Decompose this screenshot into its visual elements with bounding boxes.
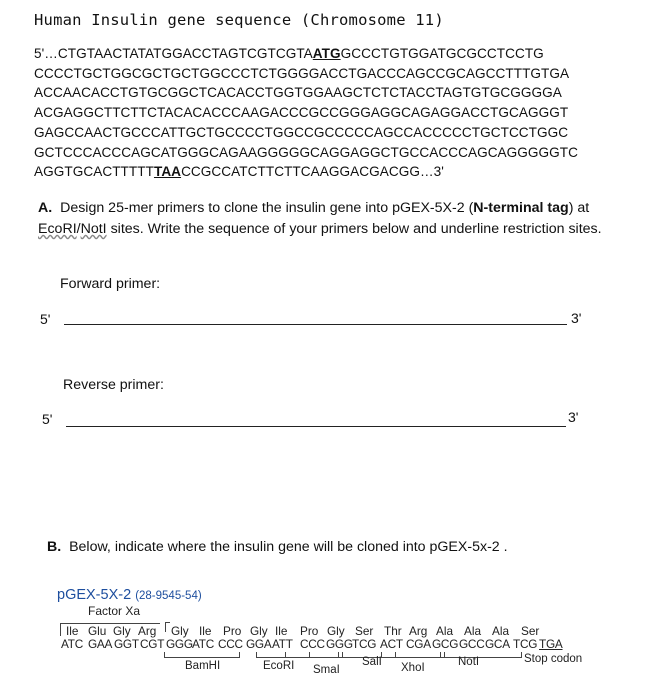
amino-acid-15: Ala: [436, 624, 454, 638]
codon-16: GCC: [459, 637, 485, 651]
codon-3: GGT: [114, 637, 139, 651]
sequence-line-1-rest: GCCCTGTGGATGCGCCTCCTG: [340, 46, 544, 61]
site-label-sali: SalI: [362, 656, 382, 668]
amino-acid-18: Ser: [521, 624, 540, 638]
site-label-noti: NotI: [458, 656, 480, 668]
sequence-line-6: GCTCCCACCCAGCATGGGCAGAAGGGGGCAGGAGGCTGCCACCCAGCAGGGGGTC: [34, 144, 579, 160]
bamhi-bracket: [164, 652, 240, 658]
codon-15: GCG: [432, 637, 459, 651]
sequence-prefix: 5'…CTGTAACTATATGGACCTAGTCGTCGTA: [34, 46, 313, 61]
codon-12: TCG: [352, 637, 377, 651]
amino-acid-14: Arg: [409, 624, 428, 638]
sequence-line-4: ACGAGGCTTCTTCTACACACCCAAGACCCGCCGGGAGGCAGAGGACCTGCAGGGT: [34, 105, 569, 121]
codon-1: ATC: [61, 637, 83, 651]
site-slash: /: [76, 221, 81, 237]
question-a-text3: sites. Write the sequence of your primers below and underline restriction sites.: [106, 221, 602, 237]
question-b-label: B.: [47, 539, 62, 555]
start-codon: ATG: [312, 46, 341, 61]
site-label-smai: SmaI: [313, 664, 340, 676]
sequence-line-7: [34, 162, 634, 182]
amino-acid-16: Ala: [464, 624, 482, 638]
sequence-line-2: CCCCTGCTGGCGCTGCTGGCCCTCTGGGGACCTGACCCAGCCGCAGCCTTTGTGA: [34, 65, 570, 81]
site-noti: NotI: [80, 221, 107, 237]
amino-acid-8: Gly: [250, 624, 268, 638]
codon-7: CCC: [218, 637, 243, 651]
site-label-ecori: EcoRI: [263, 660, 295, 672]
codon-6: ATC: [192, 637, 214, 651]
question-b: [47, 539, 508, 555]
codon-19: TGA: [539, 637, 563, 651]
forward-5prime: 5': [40, 311, 51, 327]
insulin-sequence: [34, 44, 634, 182]
codon-10: CCC: [300, 637, 325, 651]
codon-17: GCA: [485, 637, 510, 651]
smai-bracket: [285, 652, 343, 658]
left-frame-tick: [60, 624, 61, 636]
reverse-primer-input[interactable]: [66, 426, 566, 427]
codon-8: GGA: [246, 637, 272, 651]
question-a-text2: ) at: [568, 200, 590, 216]
forward-primer-label: Forward primer:: [60, 276, 161, 292]
amino-acid-5: Gly: [171, 624, 189, 638]
amino-acid-3: Gly: [113, 624, 131, 638]
cleavage-tick: [165, 622, 166, 632]
sequence-line-3: ACCAACACCTGTGCGGCTCACACCTGGTGGAAGCTCTCTACCTAGTGTGCGGGGA: [34, 85, 562, 101]
codon-2: GAA: [88, 637, 113, 651]
amino-acid-13: Thr: [384, 624, 402, 638]
site-ecori: EcoRI: [38, 221, 77, 237]
sequence-line-1: [34, 44, 634, 64]
stop-codon-label: Stop codon: [524, 653, 583, 665]
amino-acid-10: Pro: [300, 624, 319, 638]
question-a-label: A.: [38, 200, 53, 216]
codon-5: GGG: [166, 637, 193, 651]
amino-acid-9: Ile: [275, 624, 288, 638]
codon-14: CGA: [406, 637, 431, 651]
site-label-bamhi: BamHI: [185, 660, 221, 672]
amino-acid-7: Pro: [223, 624, 242, 638]
xhoi-bracket: [381, 652, 445, 658]
codon-13: ACT: [380, 637, 403, 651]
forward-3prime: 3': [571, 310, 582, 326]
question-a-text1: Design 25-mer primers to clone the insulin gene into pGEX-5X-2 (: [60, 200, 474, 216]
sequence-last-post: CCGCCATCTTCTTCAAGGACGACGG…3': [181, 164, 444, 180]
reverse-3prime: 3': [568, 409, 579, 425]
codon-18: TCG: [513, 637, 538, 651]
stop-codon: TAA: [153, 164, 182, 180]
amino-acid-11: Gly: [327, 624, 345, 638]
amino-acid-2: Glu: [88, 624, 107, 638]
factor-xa-label: Factor Xa: [88, 604, 141, 618]
amino-acid-12: Ser: [355, 624, 374, 638]
question-b-text: Below, indicate where the insulin gene will be cloned into pGEX-5x-2 .: [69, 539, 508, 555]
sequence-last-pre: AGGTGCACTTTTT: [34, 164, 154, 180]
site-label-xhoi: XhoI: [401, 662, 425, 674]
page-title: Human Insulin gene sequence (Chromosome 11): [34, 11, 444, 29]
cleavage-arrow: [165, 622, 170, 623]
amino-acid-6: Ile: [199, 624, 212, 638]
vector-catalog: (28-9545-54): [135, 590, 202, 602]
codon-4: CGT: [140, 637, 165, 651]
codon-11: GGG: [326, 637, 353, 651]
question-a-bold: N-terminal tag: [473, 200, 569, 216]
amino-acid-1: Ile: [66, 624, 79, 638]
reverse-primer-label: Reverse primer:: [63, 377, 164, 393]
sequence-line-5: GAGCCAACTGCCCATTGCTGCCCCTGGCCGCCCCCAGCCACCCCCTGCTCCTGGC: [34, 124, 569, 140]
vector-name: pGEX-5X-2: [57, 587, 132, 603]
vector-title: [57, 587, 202, 603]
forward-primer-input[interactable]: [64, 324, 567, 325]
question-a: [38, 198, 628, 240]
amino-acid-4: Arg: [138, 624, 157, 638]
amino-acid-17: Ala: [492, 624, 510, 638]
reverse-5prime: 5': [42, 411, 53, 427]
codon-9: ATT: [272, 637, 293, 651]
noti-bracket: [440, 652, 522, 658]
